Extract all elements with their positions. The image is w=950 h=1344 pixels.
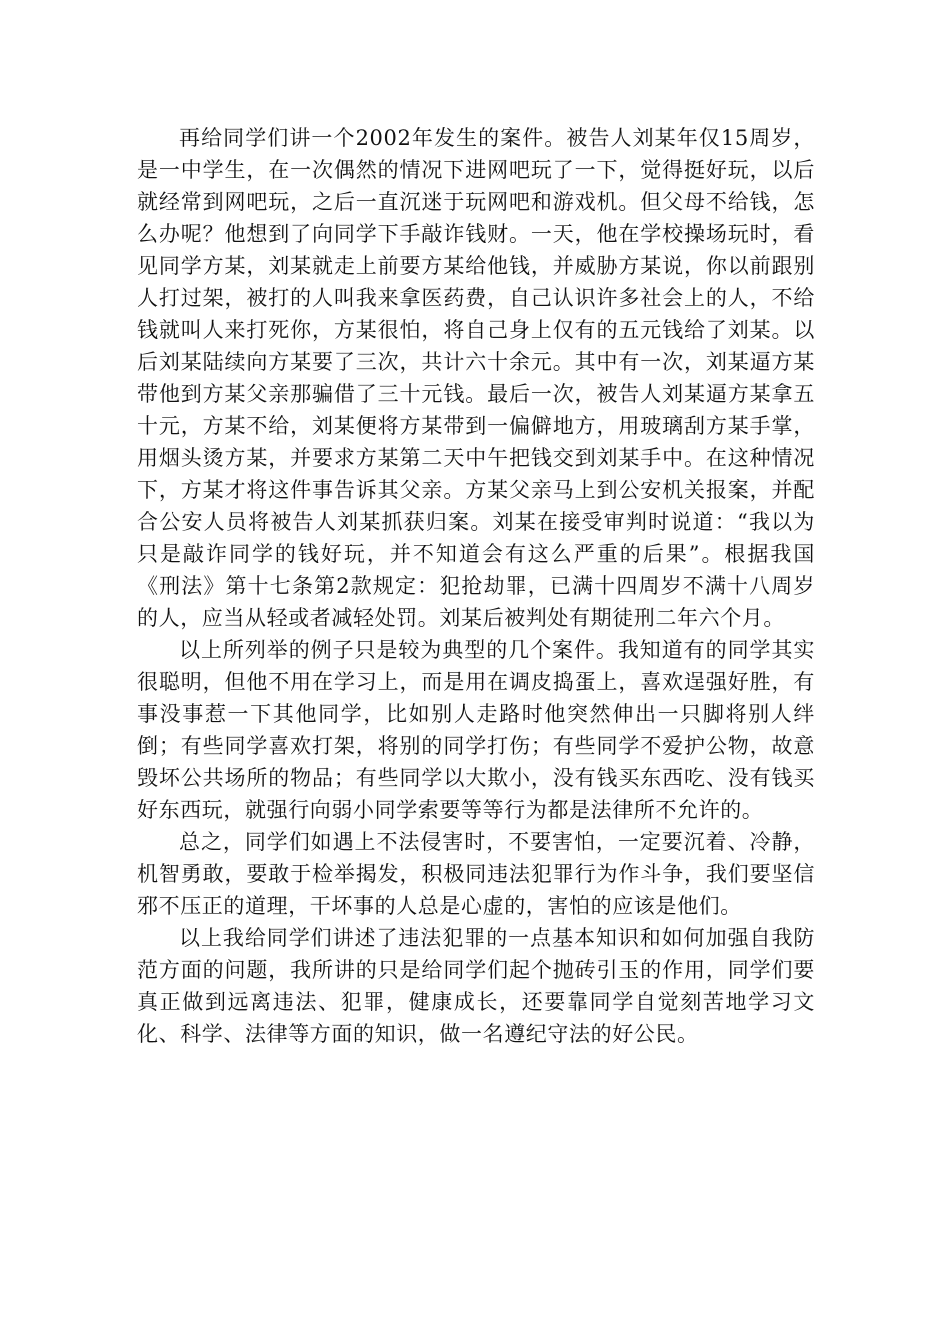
paragraph-typical-cases: 以上所列举的例子只是较为典型的几个案件。我知道有的同学其实很聪明，但他不用在学习上，而是用在调皮捣蛋上，喜欢逞强好胜，有事没事惹一下其他同学，比如别人走路时他突然伸出一只脚将别人绊倒；有些同学喜欢打架，将别的同学打伤；有些同学不爱护公物，故意毁坏公共场所的物品；有些同学以大欺小，没有钱买东西吃、没有钱买好东西玩，就强行向弱小同学索要等等行为都是法律所不允许的。 [137, 638, 815, 822]
paragraph-conclusion: 总之，同学们如遇上不法侵害时，不要害怕，一定要沉着、冷静，机智勇敢，要敢于检举揭发，积极同违法犯罪行为作斗争，我们要坚信邪不压正的道理，干坏事的人总是心虚的，害怕的应该是他们。 [137, 830, 815, 918]
paragraph-closing: 以上我给同学们讲述了违法犯罪的一点基本知识和如何加强自我防范方面的问题，我所讲的只是给同学们起个抛砖引玉的作用，同学们要真正做到远离违法、犯罪，健康成长，还要靠同学自觉刻苦地学习文化、科学、法律等方面的知识，做一名遵纪守法的好公民。 [137, 926, 815, 1046]
paragraph-case-story: 再给同学们讲一个2002年发生的案件。被告人刘某年仅15周岁，是一中学生，在一次偶然的情况下进网吧玩了一下，觉得挺好玩，以后就经常到网吧玩，之后一直沉迷于玩网吧和游戏机。但父母不给钱，怎么办呢？他想到了向同学下手敲诈钱财。一天，他在学校操场玩时，看见同学方某，刘某就走上前要方某给他钱，并威胁方某说，你以前跟别人打过架，被打的人叫我来拿医药费，自己认识许多社会上的人，不给钱就叫人来打死你，方某很怕，将自己身上仅有的五元钱给了刘某。以后刘某陆续向方某要了三次，共计六十余元。其中有一次，刘某逼方某带他到方某父亲那骗借了三十元钱。最后一次，被告人刘某逼方某拿五十元，方某不给，刘某便将方某带到一偏僻地方，用玻璃刮方某手掌，用烟头烫方某，并要求方某第二天中午把钱交到刘某手中。在这种情况下，方某才将这件事告诉其父亲。方某父亲马上到公安机关报案，并配合公安人员将被告人刘某抓获归案。刘某在接受审判时说道：“我以为只是敲诈同学的钱好玩，并不知道会有这么严重的后果”。根据我国《刑法》第十七条第2款规定：犯抢劫罪，已满十四周岁不满十八周岁的人，应当从轻或者减轻处罚。刘某后被判处有期徒刑二年六个月。 [137, 126, 815, 630]
document-body [137, 122, 815, 1050]
